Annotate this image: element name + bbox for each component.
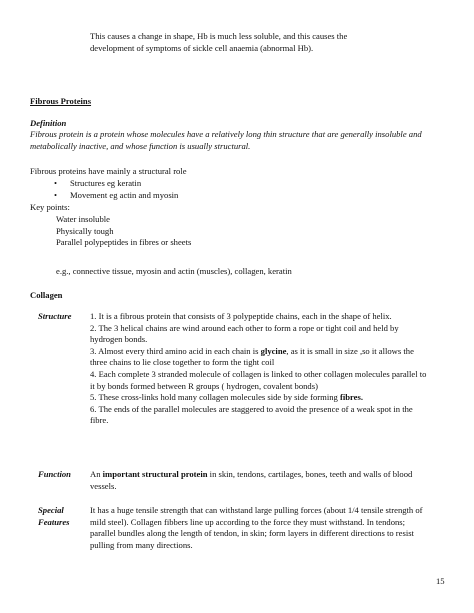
definition-text: Fibrous protein is a protein whose molecules have a relatively long thin structure that are generally insoluble and metabolically inactive, and whose function is usually structural. — [30, 129, 422, 151]
role-bullet-list — [54, 178, 178, 201]
list-item — [54, 178, 178, 190]
key-points-list — [56, 214, 191, 249]
structure-point-5 — [90, 392, 430, 404]
bullet-text: Structures eg keratin — [70, 178, 142, 188]
list-item — [54, 190, 178, 202]
structure-3-post: , as it is small in size ,so it allows the three chains to lie close together to form the tight coil — [90, 345, 414, 368]
key-point: Water insoluble — [56, 214, 110, 224]
examples-text: e.g., connective tissue, myosin and actin (muscles), collagen, keratin — [56, 266, 292, 276]
structure-5-pre: 5. These cross-links hold many collagen molecules side by side forming — [90, 392, 340, 403]
function-pre: An — [90, 469, 103, 479]
glycine-term: glycine — [260, 345, 287, 356]
special-label-line-2: Features — [38, 516, 70, 527]
structure-label: Structure — [38, 311, 72, 321]
key-point: Parallel polypeptides in fibres or sheets — [56, 237, 192, 248]
key-points-label: Key points: — [30, 202, 70, 212]
fibres-term: fibres. — [339, 392, 363, 403]
intro-line-1: This causes a change in shape, Hb is much less soluble, and this causes the — [90, 31, 348, 41]
key-point: Physically tough — [56, 225, 114, 236]
structure-point-1: 1. It is a fibrous protein that consists of 3 polypeptide chains, each in the shape of helix. — [90, 311, 392, 321]
structure-point-6: 6. The ends of the parallel molecules are staggered to avoid the presence of a weak spot in the fibre. — [90, 403, 413, 426]
fibrous-proteins-heading: Fibrous Proteins — [30, 96, 92, 106]
special-features-text: It has a huge tensile strength that can withstand large pulling forces (about 1/4 tensile strength of mild steel). Collagen fibbers line up according to the force they must withstand. In tendons; parallel bundles along the length of tendon, in skin; form layers in different directions to resist pulling from many directions. — [90, 505, 423, 550]
bullet-icon: • — [54, 178, 58, 188]
function-bold: important structural protein — [102, 469, 208, 479]
function-post: in skin, tendons, cartilages, bones, teeth and walls of blood vessels. — [90, 469, 413, 491]
bullet-text: Movement eg actin and myosin — [70, 189, 179, 200]
page-number: 15 — [436, 576, 445, 586]
special-label-line-1: Special — [38, 505, 64, 515]
collagen-heading: Collagen — [30, 290, 63, 300]
definition-title: Definition — [30, 118, 67, 128]
structure-point-4: 4. Each complete 3 stranded molecule of collagen is linked to other collagen molecules parallel to it by bonds formed between R groups ( hydrogen, covalent bonds) — [90, 368, 427, 391]
structure-text — [90, 311, 430, 427]
structural-role-text: Fibrous proteins have mainly a structural role — [30, 166, 187, 176]
intro-paragraph — [90, 31, 420, 54]
structure-point-3 — [90, 346, 430, 369]
function-text — [90, 469, 430, 492]
structure-3-pre: 3. Almost every third amino acid in each chain is — [90, 345, 261, 356]
bullet-icon: • — [54, 189, 58, 200]
function-label: Function — [38, 469, 71, 479]
intro-line-2: development of symptoms of sickle cell anaemia (abnormal Hb). — [90, 42, 314, 53]
structure-point-2: 2. The 3 helical chains are wind around each other to form a rope or tight coil and held by hydrogen bonds. — [90, 322, 399, 345]
special-features-label — [38, 505, 86, 528]
